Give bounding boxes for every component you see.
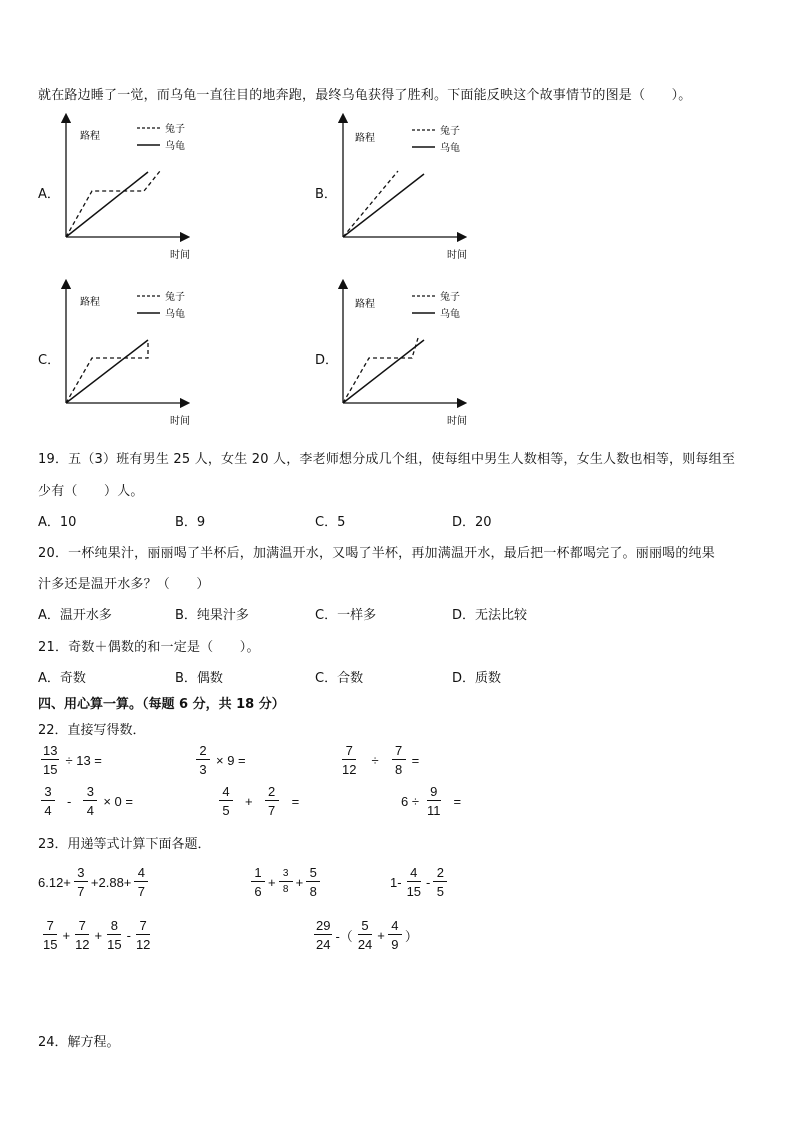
fraction: $\frac{4}{7}$: [134, 866, 148, 898]
q19-line1: 19．五（3）班有男生 25 人，女生 20 人，李老师想分成几个组，使每组中男生人数相等，女生人数也相等，则每组至: [38, 452, 736, 467]
section4-title: 四、用心算一算。（每题 6 分，共 18 分）: [38, 697, 285, 712]
q20-option-c[interactable]: C．一样多: [315, 608, 377, 623]
q20-option-a[interactable]: A．温开水多: [38, 608, 112, 623]
fraction: $\frac{9}{11}$: [426, 784, 441, 818]
q23-title: 23．用递等式计算下面各题．: [38, 837, 211, 852]
q18-option-a[interactable]: A．: [38, 187, 60, 202]
fraction: $\frac{4}{5}$: [219, 785, 233, 817]
fraction: $\frac{5}{8}$: [306, 866, 320, 898]
fraction: $\frac{29}{24}$: [316, 918, 331, 952]
q21-option-c[interactable]: C．合数: [315, 671, 364, 686]
q19-option-c[interactable]: C．5: [315, 515, 346, 530]
q23-expr-3: 1- $\frac{4}{15}$ - $\frac{2}{5}$: [390, 866, 450, 898]
graph-b: [343, 118, 467, 261]
q20-option-b[interactable]: B．纯果汁多: [175, 608, 249, 623]
fraction: $\frac{2}{5}$: [433, 866, 447, 898]
q21-option-d[interactable]: D．质数: [452, 671, 502, 686]
graph-d-legend-rabbit: 兔子: [440, 292, 460, 303]
q23-expr-1: 6.12+ $\frac{3}{7}$ +2.88+ $\frac{4}{7}$: [38, 866, 151, 898]
graph-a-legend-rabbit: 兔子: [165, 124, 185, 135]
graph-d: [343, 284, 467, 427]
q24-title: 24．解方程。: [38, 1035, 120, 1050]
q22-expr-6: 6 ÷ $\frac{9}{11}$ =: [401, 784, 462, 818]
graph-b-legend-turtle: 乌龟: [440, 143, 460, 154]
graph-a: [66, 118, 190, 261]
q21-option-a[interactable]: A．奇数: [38, 671, 86, 686]
graph-b-xlabel: 时间: [447, 250, 467, 261]
q22-expr-4: $\frac{3}{4}$ - $\frac{3}{4}$ × 0 =: [38, 785, 136, 817]
fraction: $\frac{7}{15}$: [43, 918, 58, 952]
q19-option-b[interactable]: B．9: [175, 515, 206, 530]
q22-expr-5: $\frac{4}{5}$ + $\frac{2}{7}$ =: [216, 785, 302, 817]
graph-b-ylabel: 路程: [355, 133, 375, 144]
graph-c-legend-rabbit: 兔子: [165, 292, 185, 303]
q19-option-d[interactable]: D．20: [452, 515, 492, 530]
q21-line1: 21．奇数＋偶数的和一定是（ ）。: [38, 640, 260, 655]
graph-a-legend-turtle: 乌龟: [165, 141, 185, 152]
graph-d-ylabel: 路程: [355, 299, 375, 310]
q18-option-b[interactable]: B．: [315, 187, 337, 202]
fraction: $\frac{5}{24}$: [357, 918, 373, 952]
graph-a-ylabel: 路程: [80, 131, 100, 142]
graph-b-legend-rabbit: 兔子: [440, 126, 460, 137]
fraction: $\frac{2}{7}$: [265, 785, 279, 817]
q22-expr-2: $\frac{2}{3}$ × 9 =: [193, 744, 249, 776]
q20-line2: 汁多还是温开水多？（ ）: [38, 577, 210, 592]
fraction: $\frac{3}{8}$: [279, 869, 293, 895]
fraction: $\frac{7}{12}$: [135, 918, 151, 952]
fraction: $\frac{4}{15}$: [406, 865, 422, 899]
fraction: $\frac{4}{9}$: [388, 919, 402, 951]
q20-option-d[interactable]: D．无法比较: [452, 608, 528, 623]
graph-c-ylabel: 路程: [80, 297, 100, 308]
fraction: $\frac{1}{6}$: [251, 866, 265, 898]
graph-c: [66, 284, 190, 427]
q22-expr-3: $\frac{7}{12}$ ÷ $\frac{7}{8}$ =: [342, 743, 420, 777]
graph-c-xlabel: 时间: [170, 416, 190, 427]
q20-line1: 20．一杯纯果汁，丽丽喝了半杯后，加满温开水，又喝了半杯，再加满温开水，最后把一杯都喝完了。丽丽喝的纯果: [38, 546, 715, 561]
graph-d-legend-turtle: 乌龟: [440, 309, 460, 320]
fraction: $\frac{13}{15}$: [43, 743, 58, 777]
fraction: $\frac{3}{7}$: [74, 866, 88, 898]
fraction: $\frac{7}{12}$: [342, 743, 357, 777]
q19-line2: 少有（ ）人。: [38, 484, 144, 499]
q22-expr-1: $\frac{13}{15}$ ÷ 13 =: [43, 743, 102, 777]
fraction: $\frac{3}{4}$: [41, 785, 55, 817]
q21-option-b[interactable]: B．偶数: [175, 671, 223, 686]
graph-c-legend-turtle: 乌龟: [165, 309, 185, 320]
q23-expr-4: $\frac{7}{15}$ + $\frac{7}{12}$ + $\frac{8}{15}$ - $\frac{7}{12}$: [43, 918, 151, 952]
fraction: $\frac{3}{4}$: [83, 785, 97, 817]
q19-option-a[interactable]: A．10: [38, 515, 77, 530]
q23-expr-5: $\frac{29}{24}$ -（ $\frac{5}{24}$ + $\frac{4}{9}$ ）: [316, 918, 418, 952]
q18-text: 就在路边睡了一觉，而乌龟一直往目的地奔跑，最终乌龟获得了胜利。下面能反映这个故事情节的图是（ ）。: [38, 88, 692, 103]
graphs: [0, 100, 794, 540]
graph-a-xlabel: 时间: [170, 250, 190, 261]
fraction: $\frac{7}{8}$: [392, 744, 406, 776]
fraction: $\frac{7}{12}$: [75, 918, 90, 952]
q18-option-c[interactable]: C．: [38, 353, 61, 368]
fraction: $\frac{2}{3}$: [196, 744, 210, 776]
q23-expr-2: $\frac{1}{6}$ + $\frac{3}{8}$ + $\frac{5}{8}$: [248, 866, 323, 898]
q22-title: 22．直接写得数．: [38, 723, 146, 738]
graph-d-xlabel: 时间: [447, 416, 467, 427]
fraction: $\frac{8}{15}$: [107, 918, 122, 952]
q18-option-d[interactable]: D．: [315, 353, 339, 368]
